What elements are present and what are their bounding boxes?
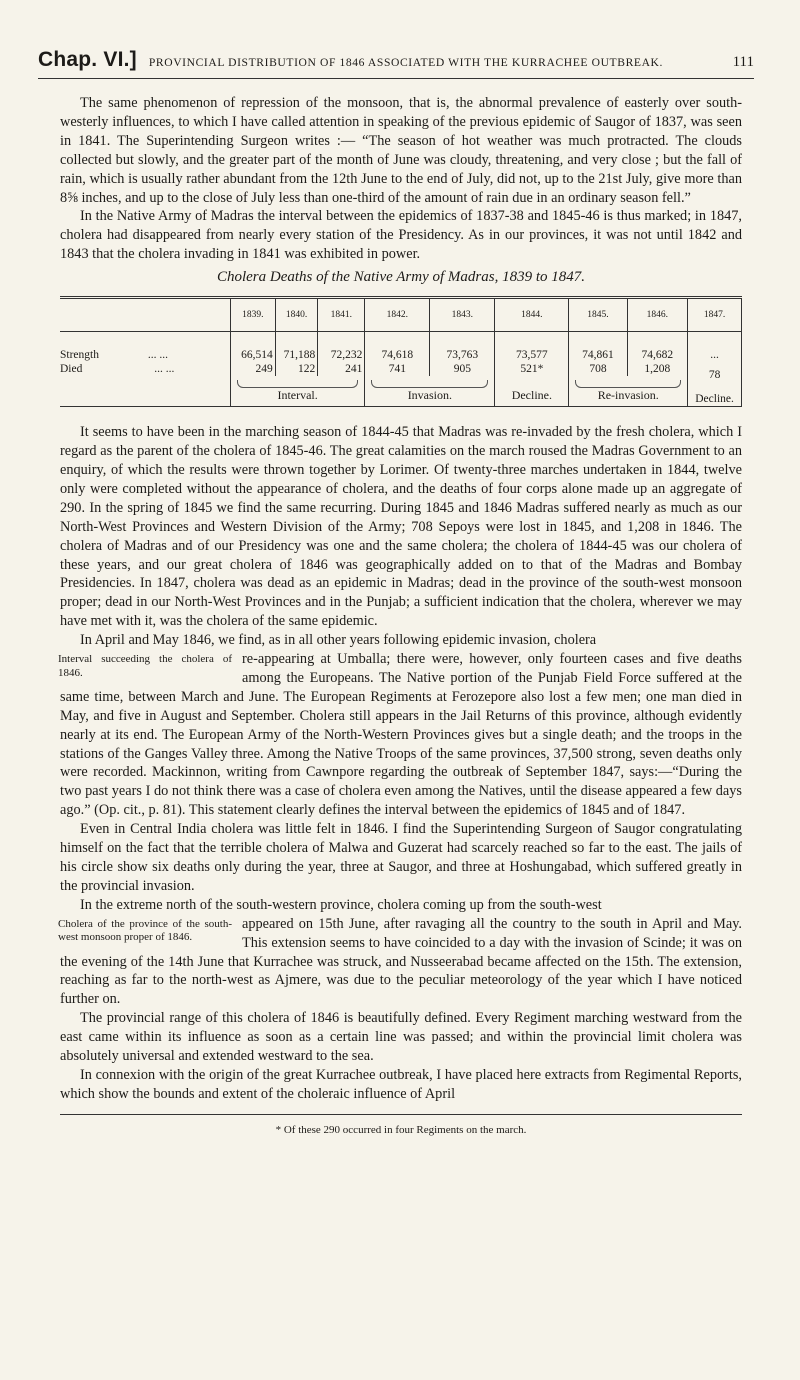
table-cell: 71,188	[275, 332, 318, 363]
group-label-decline-2: Decline.	[695, 393, 734, 406]
strength-row: Strength ... ... 66,514 71,188 72,232 74,618 73,763 73,577 74,861 74,682 ...	[60, 332, 742, 363]
table-cell: 72,232	[318, 332, 365, 363]
paragraph-north-lead: In the extreme north of the south-western province, cholera coming up from the south-west	[80, 896, 602, 913]
paragraph-april-lead: In April and May 1846, we find, as in all other years following epidemic invasion, cholera	[80, 632, 597, 649]
brace-icon	[371, 380, 488, 388]
row-label-died: Died	[60, 363, 83, 376]
table-title: Cholera Deaths of the Native Army of Madras, 1839 to 1847.	[216, 269, 586, 286]
brace-icon	[575, 380, 681, 388]
group-label-reinvasion: Re-invasion.	[597, 387, 659, 402]
page-number: 111	[732, 54, 754, 70]
year-header: 1843.	[430, 298, 495, 332]
year-header: 1846.	[627, 298, 688, 332]
year-header: 1840.	[275, 298, 318, 332]
died-row: Died ... ... 249 122 241 741 905 521* 708 1,208 78 Decline.	[60, 362, 742, 376]
year-header: 1845.	[569, 298, 627, 332]
paragraph-central-india: Even in Central India cholera was little felt in 1846. I find the Superintending Surgeon of Saugor congratulating himself on the fact that the terrible cholera of Malwa and Guzerat had scarcely reached so far to the east. The jails of his circle show six deaths only during the year, three at Saugor, and three at Hoshungabad, which suffered greatly in the provincial invasion.	[60, 821, 742, 894]
group-row	[60, 376, 742, 406]
group-label-invasion: Invasion.	[407, 387, 453, 402]
table-cell: 73,763	[430, 332, 495, 363]
group-label-interval: Interval.	[277, 387, 318, 402]
table-cell: 66,514	[230, 332, 275, 363]
year-header: 1842.	[365, 298, 430, 332]
paragraph-interval: Interval succeeding the cholera of 1846. re-appearing at Umballa; there were, however, only fourteen cases and five deaths among the Europeans. The Native portion of the Punjab Field Force suffered at the same time, between March and June. The European Regiments at Ferozepore also lost a few men; one man died in May, and five in August and September. Cholera still appears in the Jail Returns of this province, although evidently nearly at its end. The European Army of the North-Western Provinces gives but a single death; and the troops in the stations of the Ganges Valley three. Among the Native Troops of the same provinces, 37,500 strong, seven deaths only were recorded. Mackinnon, writing from Cawnpore regarding the outbreak of September 1847, says:—“During the two past years I do not think there was a case of cholera even among the Natives, until the disease appeared a few days ago.” (Op. cit., p. 81). This statement clearly defines the interval between the epidemics of 1845 and of 1847.	[58, 651, 742, 819]
table-cell: 122	[275, 362, 318, 376]
table-header-row	[60, 298, 742, 332]
running-title: PROVINCIAL DISTRIBUTION OF 1846 ASSOCIATED WITH THE KURRACHEE OUTBREAK.	[148, 56, 664, 69]
side-note-south-west: Cholera of the province of the south-west monsoon proper of 1846.	[58, 917, 232, 944]
table-cell: 241	[318, 362, 365, 376]
table-cell: 708	[569, 362, 627, 376]
table-cell: 74,682	[627, 332, 688, 363]
side-note-interval: Interval succeeding the cholera of 1846.	[58, 653, 232, 679]
group-label-decline: Decline.	[511, 387, 552, 402]
year-header: 1841.	[318, 298, 365, 332]
paragraph-monsoon: The same phenomenon of repression of the monsoon, that is, the abnormal prevalence of easterly over south-westerly influences, to which I have called attention in speaking of the previous epidemic of Saugor of 1837, was seen in 1841. The Superintending Surgeon writes :— “The season of hot weather was much protracted. The clouds collected but slowly, and the greater part of the month of June was cloudy, threatening, and very close ; but the fall of rain, which is usually rather abundant from the 12th June to the end of July, did not, up to the 21st July, give more than 8⅝ inches, and up to the close of July less than one-third of the amount of rain due in an ordinary season fell.”	[60, 95, 742, 206]
year-header: 1844.	[495, 298, 569, 332]
row-label-strength: Strength	[60, 349, 99, 362]
table-cell: 74,861	[569, 332, 627, 363]
chapter-label: Chap. VI.]	[38, 48, 137, 71]
table-cell: 78	[708, 369, 721, 382]
table-cell: ...	[688, 332, 742, 363]
footnote-divider	[60, 1114, 742, 1115]
table-cell: 521*	[495, 362, 569, 376]
year-header: 1839.	[230, 298, 275, 332]
paragraph-reinvasion: It seems to have been in the marching season of 1844-45 that Madras was re-invaded by the fresh cholera, which I regard as the parent of the cholera of 1845-46. The great calamities on the march roused the Madras Government to an enquiry, of which the results were thrown together by Lorimer. Of twenty-three marches undertaken in 1844, twelve only were completed without the appearance of cholera, and the deaths of four corps alone made up an aggregate of 290. In the spring of 1845 we find the same recurring. During 1845 and 1846 Madras suffered nearly as much as our North-West Provinces and Western Division of the Army; 708 Sepoys were lost in 1845, and 1,208 in 1846. The cholera of Madras and of our Presidency was one and the same cholera; the cholera of 1844-45 was our cholera of these years, and our great cholera of 1846 was geographically added on to that of the Madras and Bombay Presidencies. In 1847, cholera was dead as an epidemic in Madras; dead in the province of the south-west monsoon proper; dead in our North-West Provinces and in the Punjab; a sufficient indication that the cholera, wherever we may have met with it, was the cholera of the same epidemic.	[60, 424, 742, 630]
table-cell: 1,208	[627, 362, 688, 376]
table-cell: 73,577	[495, 332, 569, 363]
table-cell: 249	[230, 362, 275, 376]
page-body	[60, 94, 742, 1140]
paragraph-kurrachee: In connexion with the origin of the great Kurrachee outbreak, I have placed here extracts from Regimental Reports, which show the bounds and extent of the choleraic influence of April	[60, 1066, 742, 1102]
table-cell: 905	[430, 362, 495, 376]
brace-icon	[237, 380, 358, 388]
year-header: 1847.	[688, 298, 742, 332]
footnote: * Of these 290 occurred in four Regiments on the march.	[275, 1123, 527, 1136]
paragraph-south-west: Cholera of the province of the south-west monsoon proper of 1846. appeared on 15th June, after ravaging all the country to the south in April and May. This extension seems to have coincided to a day with the invasion of Scinde; it was on the evening of the 14th June that Kurrachee was struck, and Nusseerabad became affected on the 15th. The extension, reaching as far to the north-west as Ajmere, was due to the peculiar meteorology of the year which I have noticed further on.	[58, 915, 742, 1008]
cholera-deaths-table	[60, 296, 742, 407]
table-cell: 741	[365, 362, 430, 376]
paragraph-provincial-range: The provincial range of this cholera of 1846 is beautifully defined. Every Regiment marching westward from the east came within its influence as soon as a certain line was passed; and within the provincial limit cholera was absolutely universal and extended westward to the sea.	[60, 1010, 742, 1065]
running-header	[38, 48, 754, 79]
paragraph-madras-interval: In the Native Army of Madras the interval between the epidemics of 1837-38 and 1845-46 is thus marked; in 1847, cholera had disappeared from nearly every station of the Presidency. As in our provinces, it was not until 1842 and 1843 that the cholera invading in 1841 was exhibited in power.	[60, 208, 742, 263]
table-cell: 74,618	[365, 332, 430, 363]
